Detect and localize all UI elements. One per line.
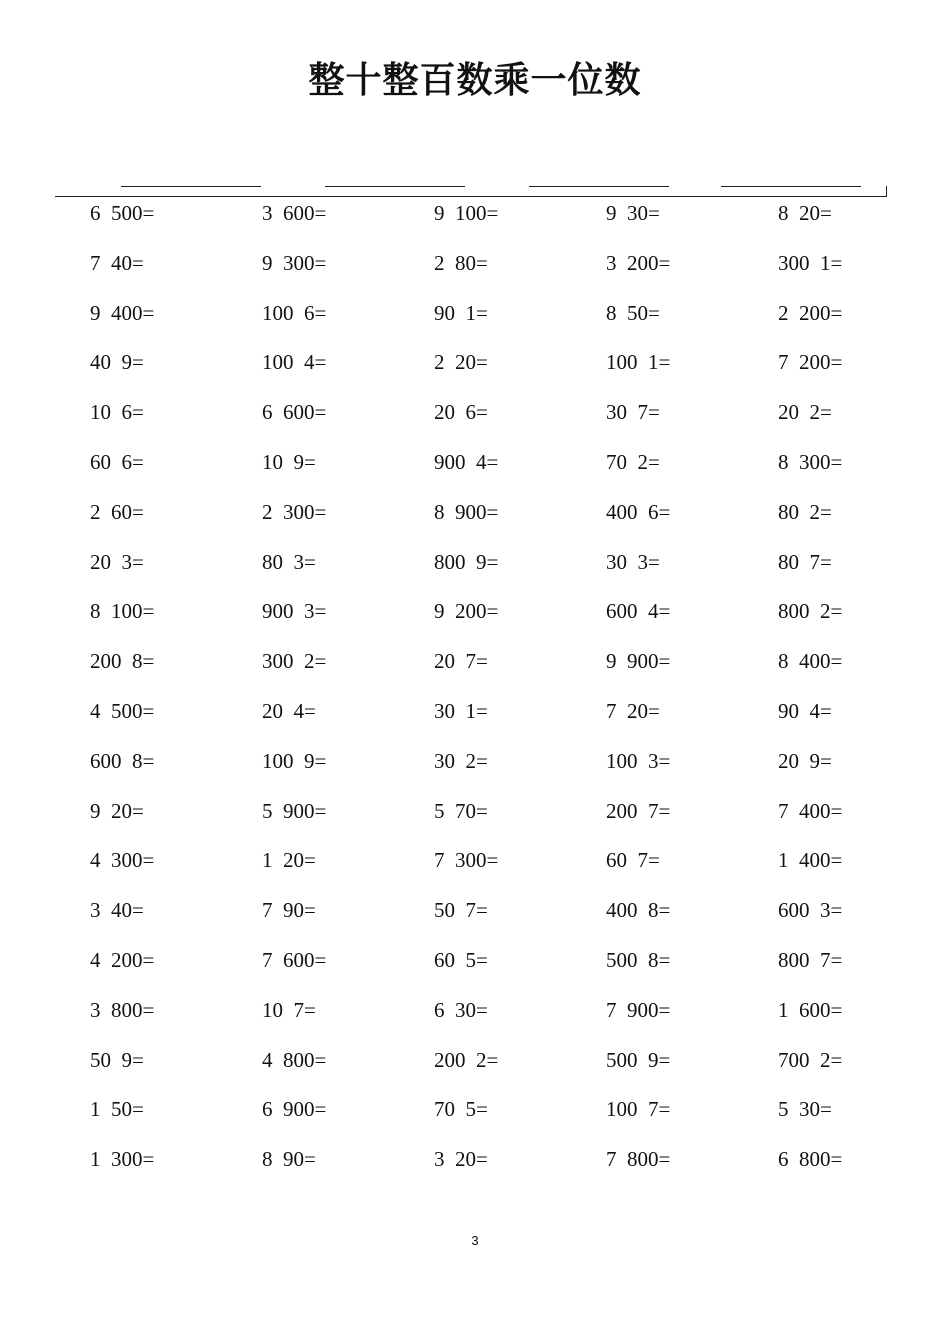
math-problem: 200 8= [90,649,155,674]
problem-row [90,297,920,347]
problem-row [90,944,920,994]
math-problem: 10 9= [262,449,316,474]
math-problem: 600 3= [778,898,843,923]
problem-row [90,1143,920,1193]
math-problem: 300 1= [778,250,843,275]
math-problem: 5 900= [262,798,327,823]
math-problem: 80 3= [262,549,316,574]
math-problem: 9 300= [262,250,327,275]
problem-row [90,844,920,894]
problem-row [90,994,920,1044]
math-problem: 2 300= [262,499,327,524]
math-problem: 7 900= [606,997,671,1022]
math-problem: 10 7= [262,997,316,1022]
math-problem: 7 400= [778,798,843,823]
math-problem: 800 9= [434,549,499,574]
math-problem: 7 800= [606,1147,671,1172]
math-problem: 500 8= [606,947,671,972]
math-problem: 9 400= [90,300,155,325]
math-problem: 1 20= [262,848,316,873]
math-problem: 600 4= [606,599,671,624]
math-problem: 600 8= [90,748,155,773]
math-problem: 9 20= [90,798,144,823]
blank-line[interactable] [121,186,261,187]
math-problem: 900 4= [434,449,499,474]
math-problem: 100 6= [262,300,327,325]
math-problem: 7 300= [434,848,499,873]
math-problem: 5 30= [778,1097,832,1122]
math-problem: 60 7= [606,848,660,873]
math-problem: 100 9= [262,748,327,773]
math-problem: 8 400= [778,649,843,674]
math-problem: 30 7= [606,400,660,425]
math-problem: 100 7= [606,1097,671,1122]
problem-row [90,645,920,695]
math-problem: 500 9= [606,1047,671,1072]
math-problem: 70 2= [606,449,660,474]
math-problem: 4 300= [90,848,155,873]
problem-row [90,695,920,745]
math-problem: 80 2= [778,499,832,524]
problem-row [90,496,920,546]
math-problem: 8 90= [262,1147,316,1172]
name-class-header [55,150,887,197]
math-problem: 1 400= [778,848,843,873]
problem-row [90,546,920,596]
math-problem: 3 200= [606,250,671,275]
math-problem: 900 3= [262,599,327,624]
math-problem: 20 4= [262,698,316,723]
page-title: 整十整百数乘一位数 [308,60,642,101]
math-problem: 20 3= [90,549,144,574]
math-problem: 10 6= [90,400,144,425]
problem-row [90,197,920,247]
math-problem: 30 2= [434,748,488,773]
math-problem: 50 7= [434,898,488,923]
blank-line[interactable] [325,186,465,187]
math-problem: 5 70= [434,798,488,823]
math-problem: 7 200= [778,350,843,375]
math-problem: 6 500= [90,201,155,225]
math-problem: 6 900= [262,1097,327,1122]
blank-line[interactable] [721,186,861,187]
page-number: 3 [471,1233,479,1248]
math-problem: 100 3= [606,748,671,773]
math-problem: 8 20= [778,201,832,225]
math-problem: 6 600= [262,400,327,425]
math-problem: 30 1= [434,698,488,723]
problem-row [90,795,920,845]
math-problem: 7 90= [262,898,316,923]
math-problem: 400 8= [606,898,671,923]
math-problem: 20 6= [434,400,488,425]
math-problem: 7 600= [262,947,327,972]
math-problem: 800 7= [778,947,843,972]
math-problem: 9 100= [434,201,499,225]
math-problem: 400 6= [606,499,671,524]
math-problem: 60 5= [434,947,488,972]
math-problem: 300 2= [262,649,327,674]
math-problem: 2 80= [434,250,488,275]
problem-row [90,745,920,795]
header-corner-tick [886,186,887,196]
problem-row [90,1044,920,1094]
math-problem: 3 20= [434,1147,488,1172]
math-problem: 7 40= [90,250,144,275]
math-problem: 9 200= [434,599,499,624]
math-problem: 1 600= [778,997,843,1022]
math-problem: 3 800= [90,997,155,1022]
math-problem: 2 200= [778,300,843,325]
math-problem: 9 900= [606,649,671,674]
math-problem: 8 100= [90,599,155,624]
math-problem: 50 9= [90,1047,144,1072]
math-problem: 200 7= [606,798,671,823]
math-problem: 100 4= [262,350,327,375]
math-problem: 90 1= [434,300,488,325]
math-problem: 1 300= [90,1147,155,1172]
math-problem: 700 2= [778,1047,843,1072]
math-problem: 7 20= [606,698,660,723]
problem-row [90,247,920,297]
math-problem: 4 500= [90,698,155,723]
math-problem: 1 50= [90,1097,144,1122]
math-problem: 8 50= [606,300,660,325]
math-problem: 4 200= [90,947,155,972]
math-problem: 9 30= [606,201,660,225]
math-problem: 80 7= [778,549,832,574]
math-problem: 20 2= [778,400,832,425]
blank-line[interactable] [529,186,669,187]
math-problem: 2 20= [434,350,488,375]
math-problem: 20 9= [778,748,832,773]
math-problem: 3 40= [90,898,144,923]
math-problem: 6 800= [778,1147,843,1172]
math-problem: 6 30= [434,997,488,1022]
math-problem: 2 60= [90,499,144,524]
math-problem: 100 1= [606,350,671,375]
math-problem: 8 300= [778,449,843,474]
math-problem: 800 2= [778,599,843,624]
math-problem: 20 7= [434,649,488,674]
math-problem: 70 5= [434,1097,488,1122]
math-problem: 90 4= [778,698,832,723]
math-problem: 3 600= [262,201,327,225]
problem-row [90,446,920,496]
math-problem: 40 9= [90,350,144,375]
math-problem: 4 800= [262,1047,327,1072]
problem-row [90,396,920,446]
math-problem: 60 6= [90,449,144,474]
math-problem: 200 2= [434,1047,499,1072]
math-problem: 8 900= [434,499,499,524]
math-problem: 30 3= [606,549,660,574]
problem-row [90,595,920,645]
problem-row [90,1093,920,1143]
problem-grid [90,197,920,1193]
problem-row [90,346,920,396]
problem-row [90,894,920,944]
